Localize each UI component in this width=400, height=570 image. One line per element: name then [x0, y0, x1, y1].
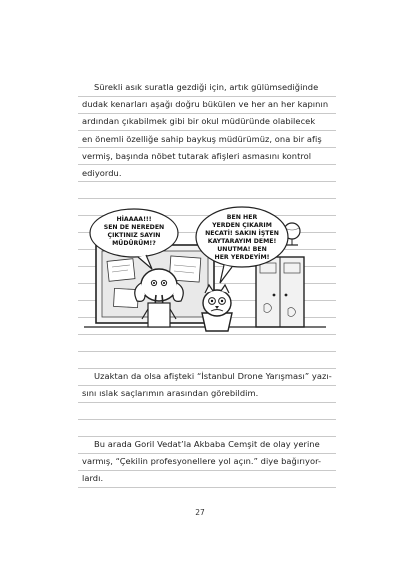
page-number: 27	[195, 508, 205, 517]
text-line: sını ıslak saçlarımın arasından görebildim.	[82, 388, 259, 399]
paragraph-1	[82, 79, 332, 182]
paragraph-3	[82, 436, 332, 488]
bubble-line: KAYTARAYIM DEME!	[207, 238, 277, 245]
text-line: vermiş, başında nöbet tutarak afişleri asmasını kontrol	[82, 150, 312, 161]
text-line: Uzaktan da olsa afişteki “İstanbul Drone Yarışması” yazı-	[94, 371, 332, 381]
text-line: lardı.	[82, 473, 104, 484]
text-line: ardından çıkabilmek gibi bir okul müdüründe olabilecek	[82, 116, 316, 127]
text-line: varmış, “Çekilin profesyonellere yol açın.” diye bağırıyor-	[82, 456, 322, 467]
ruled-line	[78, 198, 336, 199]
bubble-line: SEN DE NEREDEN	[103, 224, 165, 231]
text-line: Sürekli asık suratla gezdiği için, artık gülümsediğinde	[94, 82, 319, 92]
paragraph-2	[82, 368, 332, 402]
text-line: ediyordu.	[82, 168, 122, 179]
text-line: Bu arada Goril Vedat’la Akbaba Cemşit de olay yerine	[94, 439, 320, 449]
bubble-line: YERDEN ÇIKARIM	[212, 222, 272, 229]
bubble-line: NECATİ! SAKIN İŞTEN	[205, 230, 279, 237]
text-line: dudak kenarları aşağı doğru bükülen ve her an her kapının	[82, 99, 329, 110]
bubble-line: BEN HER	[226, 214, 258, 221]
text-line: en önemli özelliğe sahip baykuş müdürümüz, ona bir afiş	[82, 133, 322, 144]
bubble-line: HER YERDEYİM!	[214, 254, 270, 261]
ruled-line	[78, 351, 336, 352]
owl-character	[202, 285, 232, 331]
bubble-line: UNUTMA! BEN	[217, 246, 267, 253]
poster	[107, 259, 135, 282]
bubble-line: MÜDÜRÜM!?	[112, 240, 156, 247]
cartoon-illustration	[74, 205, 336, 350]
bubble-line: HİAAAA!!!	[116, 216, 152, 223]
ruled-line	[78, 419, 336, 420]
bubble-line: ÇIKTINIZ SAYIN	[107, 232, 161, 239]
